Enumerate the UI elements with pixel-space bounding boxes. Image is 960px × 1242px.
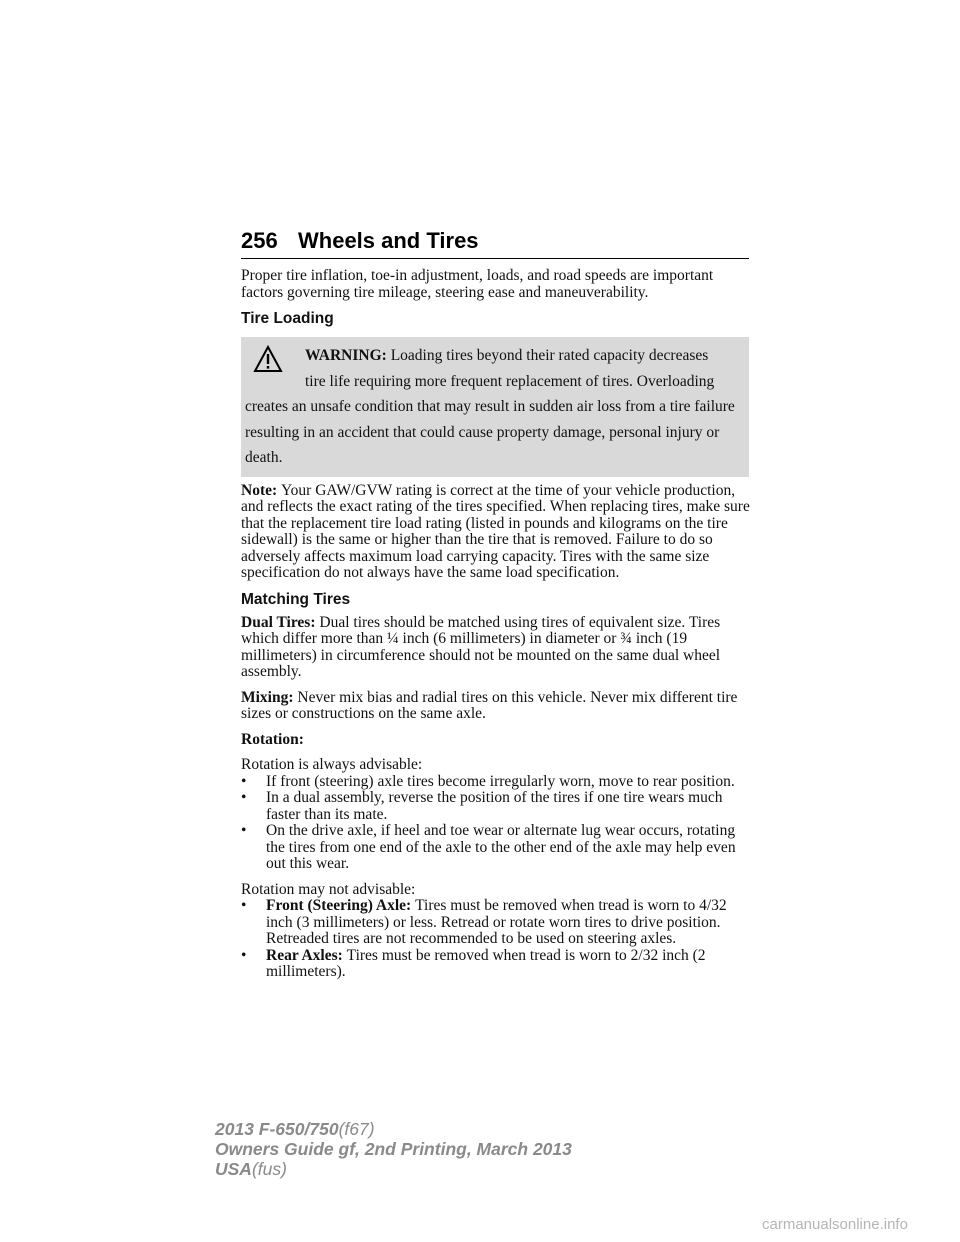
warning-rest: creates an unsafe condition that may result in sudden air loss from a tire failure resulting in an accident that could cause property damage, personal injury or death.	[245, 398, 735, 466]
footer-model-code: (f67)	[338, 1119, 375, 1139]
rotation-label: Rotation:	[241, 730, 304, 748]
bullet-icon: •	[241, 789, 247, 806]
warning-box	[241, 337, 749, 477]
footer-guide: Owners Guide gf, 2nd Printing, March 2013	[215, 1139, 572, 1159]
dual-tires-label: Dual Tires:	[241, 613, 316, 631]
rear-axles-text: Tires must be removed when tread is worn to 2/32 inch (2 millimeters).	[266, 946, 706, 980]
bullet-icon: •	[241, 822, 247, 839]
rear-axles-label: Rear Axles:	[266, 946, 343, 964]
note-label: Note:	[241, 481, 278, 499]
not-advisable-intro: Rotation may not advisable:	[241, 880, 416, 898]
note-text: Your GAW/GVW rating is correct at the time of your vehicle production, and reflects the exact rating of the tires specified. When replacing tires, make sure that the replacement tire load rating (listed in pounds and kilograms on the tire sidewall) is the same or higher than the tire that is removed. Failure to do so adversely affects maximum load carrying capacity. Tires with the same size specification do not always have the same load specification.	[241, 481, 750, 581]
list-item	[241, 823, 753, 873]
mixing-paragraph	[241, 690, 753, 723]
list-item	[241, 948, 753, 981]
bullet-icon: •	[241, 946, 247, 964]
front-axle-text: Tires must be removed when tread is worn to 4/32 inch (3 millimeters) or less. Retread or rotate worn tires to drive position. Retreaded tires are not recommended to be used on steering axles.	[266, 897, 727, 947]
list-item-text: If front (steering) axle tires become irregularly worn, move to rear position.	[266, 772, 735, 790]
mixing-label: Mixing:	[241, 688, 294, 706]
front-axle-label: Front (Steering) Axle:	[266, 897, 412, 914]
section-title: Wheels and Tires	[298, 228, 479, 253]
footer-market: USA	[215, 1159, 252, 1179]
page-body	[241, 268, 753, 981]
header-rule	[241, 258, 749, 259]
page-header	[241, 228, 749, 260]
footer-market-code: (fus)	[251, 1159, 287, 1179]
warning-triangle-icon	[253, 345, 283, 373]
advisable-intro: Rotation is always advisable:	[241, 756, 423, 773]
bullet-icon: •	[241, 772, 247, 790]
intro-paragraph: Proper tire inflation, toe-in adjustment, loads, and road speeds are important factors governing tire mileage, steering ease and maneuverability.	[241, 267, 714, 301]
not-advisable-list	[241, 898, 753, 981]
note-paragraph	[241, 483, 753, 582]
page-number: 256	[241, 228, 278, 253]
advisable-list	[241, 774, 753, 873]
warning-line-1: Loading tires beyond their rated capacity decreases	[390, 347, 709, 364]
list-item	[241, 790, 753, 823]
bullet-icon: •	[241, 897, 247, 914]
rotation-heading	[241, 732, 753, 749]
dual-tires-text: Dual tires should be matched using tires of equivalent size. Tires which differ more than ¼ inch (6 millimeters) in diameter or ¾ inch (19 millimeters) in circumference should not be mounted on the same dual wheel assembly.	[241, 613, 721, 680]
list-item-text: In a dual assembly, reverse the position of the tires if one tire wears much faster than its mate.	[266, 789, 723, 823]
tire-loading-heading: Tire Loading	[241, 310, 334, 327]
list-item-text: On the drive axle, if heel and toe wear or alternate lug wear occurs, rotating the tires from one end of the axle to the other end of the axle may help even out this wear.	[266, 822, 736, 872]
page-footer	[215, 1119, 572, 1179]
matching-tires-heading: Matching Tires	[241, 590, 351, 608]
dual-tires-paragraph	[241, 615, 753, 681]
mixing-text: Never mix bias and radial tires on this vehicle. Never mix different tire sizes or constructions on the same axle.	[241, 688, 738, 722]
watermark: carmanualsonline.info	[762, 1216, 908, 1233]
footer-model: 2013 F-650/750	[215, 1119, 339, 1139]
warning-label: WARNING:	[305, 347, 387, 364]
list-item	[241, 898, 753, 948]
warning-line-2: tire life requiring more frequent replacement of tires. Overloading	[305, 372, 715, 390]
list-item	[241, 774, 753, 791]
